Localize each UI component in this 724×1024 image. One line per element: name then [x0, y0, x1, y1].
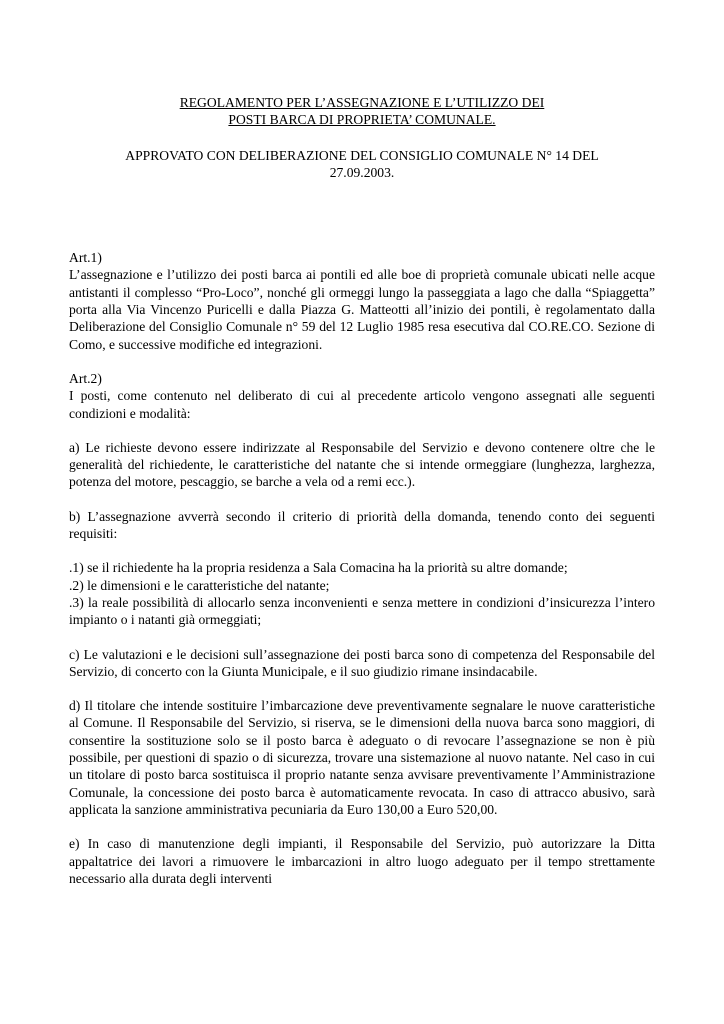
article-1-text: L’assegnazione e l’utilizzo dei posti barca ai pontili ed alle boe di proprietà comunale ubicati nelle acque antistanti il complesso “Pro-Loco”, nonché gli ormeggi lungo la passeggiata a lago che dalla “Spiaggetta” porta alla Via Vincenzo Puricelli e dalla Piazza G. Matteotti all’inizio dei pontili, è regolamentato dalla Deliberazione del Consiglio Comunale n° 59 del 12 Luglio 1985 resa esecutiva dal CO.RE.CO. Sezione di Como, e successive modifiche ed integrazioni. — [69, 267, 655, 352]
paragraph-a: a) Le richieste devono essere indirizzate al Responsabile del Servizio e devono contenere oltre che le generalità del richiedente, le caratteristiche del natante che si intende ormeggiare (lunghezza, larghezza, potenza del motore, pescaggio, se barche a vela od a remi ecc.). — [69, 439, 655, 490]
approval-line-2: 27.09.2003. — [329, 164, 395, 180]
title-line-1: REGOLAMENTO PER L’ASSEGNAZIONE E L’UTILIZZO DEI — [179, 95, 545, 110]
paragraph-b: b) L’assegnazione avverrà secondo il criterio di priorità della domanda, tenendo conto dei seguenti requisiti: — [69, 508, 655, 542]
article-2-heading: Art.2) — [69, 370, 102, 386]
list-item: .2) le dimensioni e le caratteristiche del natante; — [69, 577, 330, 593]
paragraph-e: e) In caso di manutenzione degli impianti, il Responsabile del Servizio, può autorizzare la Ditta appaltatrice dei lavori a rimuovere le imbarcazioni in altro luogo adeguato per il tempo strettamente necessario alla durata degli interventi — [69, 836, 655, 886]
article-1-heading: Art.1) — [69, 250, 102, 266]
approval-line-1: APPROVATO CON DELIBERAZIONE DEL CONSIGLIO COMUNALE N° 14 DEL — [125, 147, 599, 163]
paragraph-d: d) Il titolare che intende sostituire l’imbarcazione deve preventivamente segnalare le nuove caratteristiche al Comune. Il Responsabile del Servizio, si riserva, se le dimensioni della nuova barca sono maggiori, di consentire la sostituzione solo se il posto barca è adeguato o di revocare l’assegnazione se non è più possibile, per questioni di spazio o di sicurezza, trovare una sistemazione al nuovo natante. Nel caso in cui un titolare di posto barca sostituisca il proprio natante senza avvisare preventivamente l’Amministrazione Comunale, la concessione dei posto barca è automaticamente revocata. In caso di attracco abusivo, sarà applicata la sanzione amministrativa pecuniaria da Euro 130,00 a Euro 520,00. — [69, 698, 655, 817]
document-title — [69, 94, 655, 129]
list-item: .1) se il richiedente ha la propria residenza a Sala Comacina ha la priorità su altre domande; — [69, 560, 568, 576]
article-2-intro: I posti, come contenuto nel deliberato di cui al precedente articolo vengono assegnati alle seguenti condizioni e modalità: — [69, 388, 655, 421]
document-page — [69, 94, 655, 887]
requirements-list — [69, 559, 655, 628]
article-1 — [69, 249, 655, 353]
approval-statement — [69, 147, 655, 182]
paragraph-c: c) Le valutazioni e le decisioni sull’assegnazione dei posti barca sono di competenza del Responsabile del Servizio, di concerto con la Giunta Municipale, e il suo giudizio rimane insindacabile. — [69, 646, 655, 679]
title-line-2: POSTI BARCA DI PROPRIETA’ COMUNALE. — [228, 112, 496, 128]
list-item: .3) la reale possibilità di allocarlo senza inconvenienti e senza mettere in condizioni d’insicurezza l’intero impianto o i natanti già ormeggiati; — [69, 594, 655, 628]
article-2 — [69, 370, 655, 887]
